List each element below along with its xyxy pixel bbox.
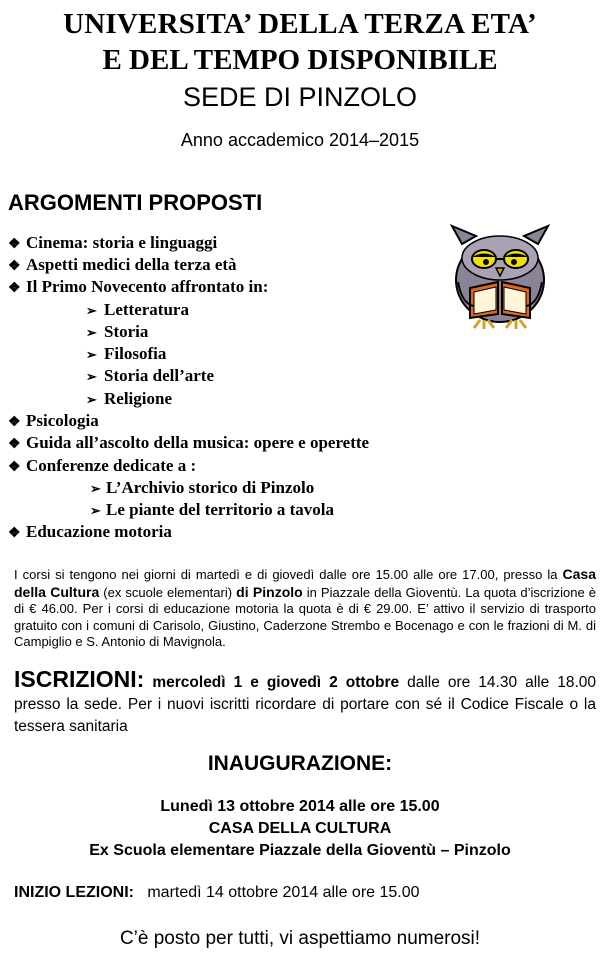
bullet-icon: ❖ — [8, 526, 21, 541]
bullet-icon: ❖ — [8, 259, 21, 274]
registration-paragraph — [14, 668, 596, 738]
header-subtitle: SEDE DI PINZOLO — [182, 82, 418, 112]
lessons-start-date: martedì 14 ottobre 2014 alle ore 15.00 — [147, 884, 420, 901]
topic-item: ❖ Aspetti medici della terza età — [8, 255, 237, 274]
bullet-icon: ❖ — [8, 415, 21, 430]
topic-item: ❖ Il Primo Novecento affrontato in: — [8, 277, 269, 296]
bullet-icon: ❖ — [8, 460, 21, 475]
registration-text: dalle ore 14.30 alle 18.00 presso la sede. Per i nuovi iscritti ricordare di portare con sé il Codice Fiscale o la tessera sanitaria — [14, 674, 596, 735]
topic-item: ❖ Guida all’ascolto della musica: opere e operette — [8, 433, 370, 452]
lessons-start-label: INIZIO LEZIONI: — [14, 884, 134, 901]
topic-item: ❖ Cinema: storia e linguaggi — [8, 233, 218, 252]
topic-item: ❖ Conferenze dedicate a : — [8, 456, 197, 475]
owl-reading-icon — [440, 222, 560, 332]
inauguration-date: Lunedì 13 ottobre 2014 alle ore 15.00 — [160, 798, 440, 815]
inauguration-place: CASA DELLA CULTURA — [208, 820, 392, 837]
arrow-icon: ➢ — [86, 369, 97, 384]
academic-year: Anno accademico 2014–2015 — [180, 130, 420, 150]
arrow-icon: ➢ — [86, 325, 97, 340]
arrow-icon: ➢ — [90, 503, 101, 518]
bullet-icon: ❖ — [8, 437, 21, 452]
subtopic-item: ➢ Storia — [86, 322, 149, 341]
arrow-icon: ➢ — [86, 303, 97, 318]
topic-item: ❖ Psicologia — [8, 411, 99, 430]
bullet-icon: ❖ — [8, 281, 21, 296]
closing-message: C’è posto per tutti, vi aspettiamo numerosi! — [119, 928, 481, 949]
subtopic-item: ➢ Religione — [86, 389, 172, 408]
subtopic-item: ➢ L’Archivio storico di Pinzolo — [90, 478, 315, 497]
subtopic-item: ➢ Le piante del territorio a tavola — [90, 500, 335, 519]
arrow-icon: ➢ — [86, 347, 97, 362]
subtopic-item: ➢ Filosofia — [86, 344, 167, 363]
registration-label: ISCRIZIONI: — [14, 666, 145, 692]
subtopic-item: ➢ Storia dell’arte — [86, 366, 214, 385]
inauguration-address: Ex Scuola elementare Piazzale della Gioventù – Pinzolo — [89, 842, 511, 859]
courses-info-paragraph: I corsi si tengono nei giorni di martedì e di giovedì dalle ore 15.00 alle ore 17.00, presso la Casa della Cultura (ex scuole elementari) di Pinzolo in Piazzale della Gioventù. La quota d’iscrizione è di € 46.00. Per i corsi di educazione motoria la quota è di € 29.00. E’ attivo il servizio di trasporto gratuito con i comuni di Carisolo, Giustino, Caderzone Strembo e Bocenago e con le frazioni di M. di Campiglio e S. Antonio di Mavignola. — [14, 566, 596, 649]
subtopic-item: ➢ Letteratura — [86, 300, 189, 319]
header-title-line2: E DEL TEMPO DISPONIBILE — [102, 44, 498, 76]
header-title-line1: UNIVERSITA’ DELLA TERZA ETA’ — [63, 8, 537, 40]
topics-title: ARGOMENTI PROPOSTI — [8, 190, 263, 215]
bullet-icon: ❖ — [8, 237, 21, 252]
lessons-start — [14, 884, 420, 902]
inauguration-title: INAUGURAZIONE: — [207, 752, 393, 775]
arrow-icon: ➢ — [86, 392, 97, 407]
arrow-icon: ➢ — [90, 481, 101, 496]
registration-dates: mercoledì 1 e giovedì 2 ottobre — [152, 674, 400, 691]
topic-item: ❖ Educazione motoria — [8, 522, 172, 541]
